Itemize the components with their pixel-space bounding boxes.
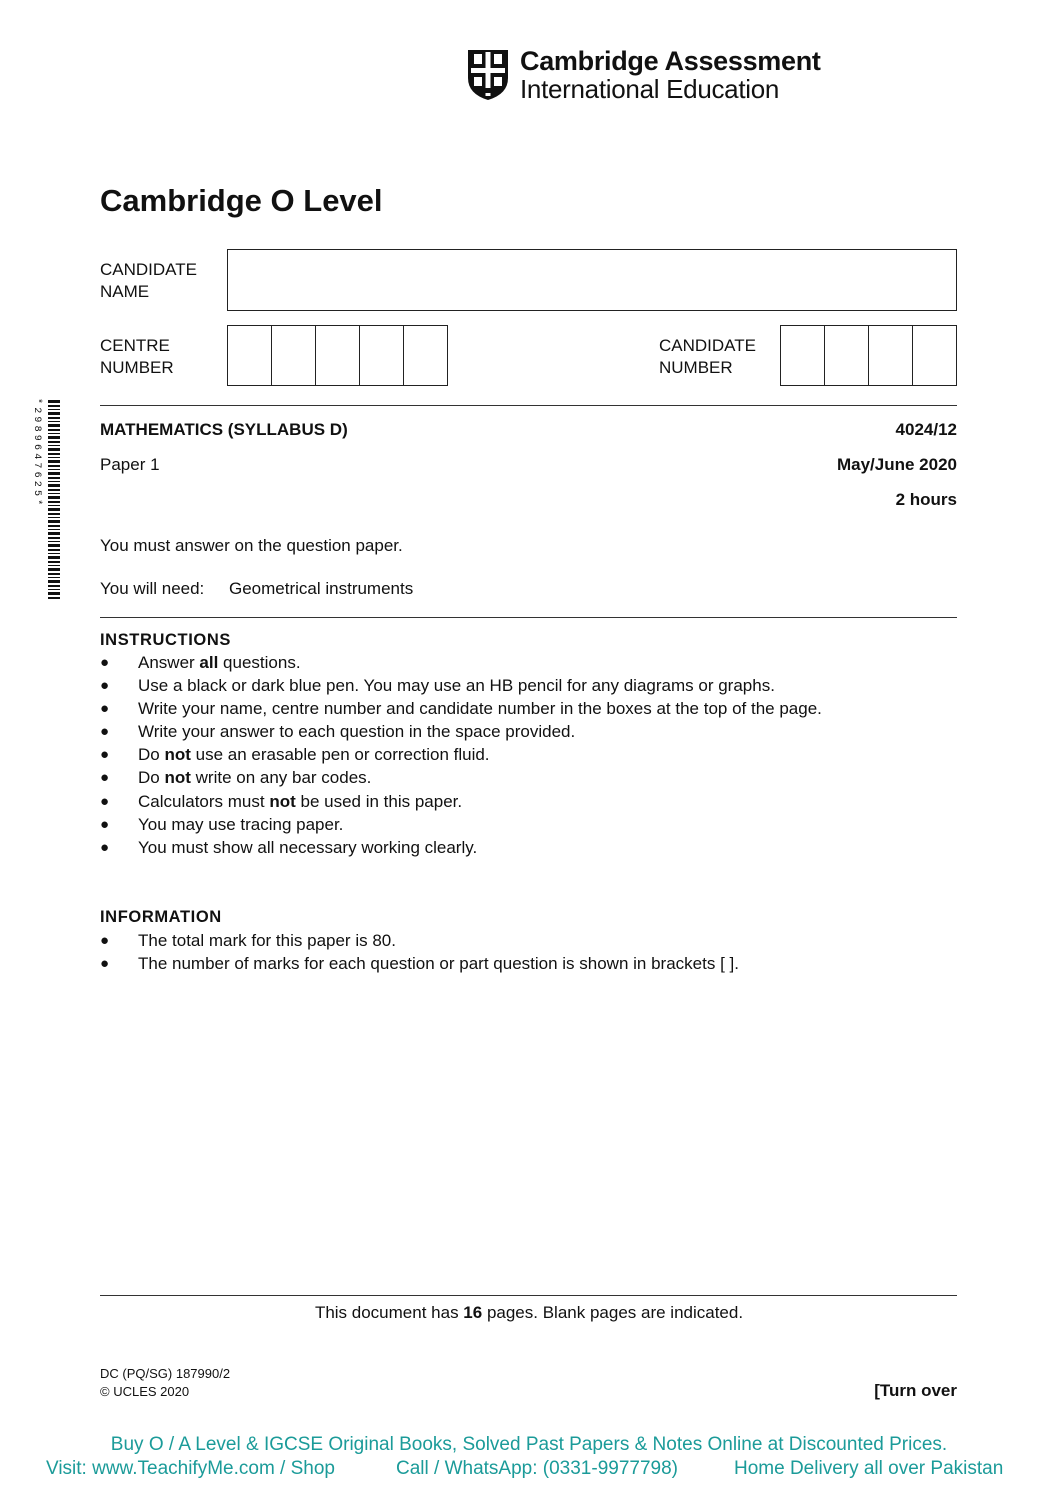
pages-note-count: 16: [463, 1303, 483, 1322]
barcode-bar: [48, 481, 60, 482]
instruction-item: [100, 766, 822, 789]
barcode-bar: [48, 496, 60, 499]
barcode-bar: [48, 561, 60, 563]
candidate-name-label-line2: NAME: [100, 282, 150, 301]
instruction-item-text: Calculators must: [138, 791, 270, 811]
barcode-bar: [48, 585, 60, 587]
exam-duration: 2 hours: [895, 490, 957, 509]
candidate-number-label-line2: NUMBER: [659, 358, 733, 377]
barcode-bar: [48, 448, 60, 451]
barcode-bar: [48, 573, 60, 575]
centre-number-boxes: [227, 325, 448, 386]
candidate-number-label-line1: CANDIDATE: [659, 336, 756, 355]
need-label: You will need:: [100, 579, 205, 598]
instruction-item-text: use an erasable pen or correction fluid.: [190, 745, 490, 765]
instruction-item-text: be used in this paper.: [295, 791, 463, 811]
instruction-item: [100, 720, 822, 743]
barcode-bar: [48, 517, 60, 518]
barcode-bar: [48, 436, 60, 439]
information-item: [100, 952, 739, 975]
barcode-bar: [48, 553, 60, 554]
barcode-bar: [48, 400, 60, 403]
barcode-bar: [48, 469, 60, 470]
barcode-bar: [48, 541, 60, 542]
centre-number-label-line2: NUMBER: [100, 358, 174, 377]
ad-delivery: Home Delivery all over Pakistan: [734, 1458, 1004, 1479]
pages-note-post: pages. Blank pages are indicated.: [482, 1303, 744, 1322]
instruction-item-text: questions.: [218, 653, 301, 672]
logo-title-line2: International Education: [520, 74, 780, 104]
candidate-number-digit-box[interactable]: [781, 326, 825, 385]
barcode-bar: [48, 417, 60, 419]
barcode-bar: [48, 441, 60, 443]
copyright: © UCLES 2020: [100, 1384, 190, 1399]
bullet-icon: ●: [100, 654, 110, 671]
pages-note: [0, 1303, 1058, 1323]
barcode-bar: [48, 565, 60, 566]
barcode-bar: [48, 457, 60, 458]
instruction-item-text: Write your answer to each question in the space provided.: [138, 722, 576, 742]
instruction-item: [100, 743, 822, 766]
centre-number-digit-box[interactable]: [316, 326, 360, 385]
bullet-icon: ●: [100, 932, 110, 949]
subject-title: MATHEMATICS (SYLLABUS D): [100, 420, 348, 439]
barcode-bar: [48, 580, 60, 583]
barcode-bar: [48, 409, 60, 410]
barcode-bar: [48, 505, 60, 506]
barcode-bar: [48, 529, 60, 530]
barcode-number: *2989647625*: [31, 398, 42, 509]
barcode-bar: [48, 525, 60, 527]
document-reference: DC (PQ/SG) 187990/2: [100, 1366, 231, 1381]
bullet-icon: ●: [100, 769, 110, 787]
candidate-number-digit-box[interactable]: [913, 326, 956, 385]
barcode-bar: [48, 477, 60, 479]
barcode-bar: [48, 549, 60, 551]
instruction-item-emphasis: not: [164, 745, 191, 765]
instructions-list: [100, 651, 822, 859]
divider-bottom: [100, 1295, 957, 1296]
barcode-bar: [48, 460, 60, 463]
information-list: [100, 929, 739, 975]
need-items: Geometrical instruments: [229, 579, 414, 598]
candidate-number-boxes: [780, 325, 957, 386]
centre-number-digit-box[interactable]: [404, 326, 447, 385]
barcode-bar: [48, 544, 60, 547]
bullet-icon: ●: [100, 746, 110, 764]
answer-note: You must answer on the question paper.: [100, 536, 403, 555]
barcode-bar: [48, 412, 60, 415]
barcode-bar: [48, 424, 60, 427]
instruction-item-text: write on any bar codes.: [190, 768, 372, 788]
centre-number-digit-box[interactable]: [272, 326, 316, 385]
barcode-bar: [48, 537, 60, 539]
cambridge-logo: [466, 46, 821, 104]
barcode-bar: [48, 501, 60, 503]
bullet-icon: ●: [100, 815, 110, 833]
bullet-icon: ●: [100, 723, 110, 741]
barcode-bar: [48, 429, 60, 431]
barcode-bar: [48, 453, 60, 455]
instruction-item: [100, 790, 822, 813]
barcode-bar: [48, 421, 60, 422]
instruction-item: [100, 813, 822, 836]
barcode-bar: [48, 520, 60, 523]
instruction-item-text: Answer: [138, 653, 200, 672]
ad-visit: Visit: www.TeachifyMe.com / Shop: [46, 1458, 335, 1479]
barcode-bar: [48, 597, 60, 599]
barcode-bar: [48, 433, 60, 434]
instruction-item-emphasis: all: [199, 653, 219, 672]
barcode-bar: [48, 489, 60, 491]
instructions-heading: INSTRUCTIONS: [100, 631, 231, 649]
barcode-bar: [48, 508, 60, 511]
instruction-item-text: Write your name, centre number and candidate number in the boxes at the top of the page.: [138, 699, 822, 719]
information-item: [100, 929, 739, 952]
centre-number-digit-box[interactable]: [360, 326, 404, 385]
exam-title: Cambridge O Level: [100, 183, 383, 218]
information-heading: INFORMATION: [100, 908, 222, 926]
barcode-bar: [48, 465, 60, 467]
instruction-item: [100, 651, 822, 674]
instruction-item: [100, 674, 822, 697]
instruction-item-text: You may use tracing paper.: [138, 814, 344, 834]
instruction-item-emphasis: not: [269, 791, 296, 811]
paper-number: Paper 1: [100, 455, 160, 474]
candidate-name-label: [100, 259, 197, 303]
candidate-name-label-line1: CANDIDATE: [100, 260, 197, 279]
instruction-item-text: Use a black or dark blue pen. You may use an HB pencil for any diagrams or graphs.: [138, 676, 775, 696]
bullet-icon: ●: [100, 955, 110, 973]
barcode-bar: [48, 472, 60, 475]
divider-top: [100, 405, 957, 406]
instruction-item-text: You must show all necessary working clearly.: [138, 837, 478, 857]
bullet-icon: ●: [100, 792, 110, 810]
barcode-bar: [48, 445, 60, 446]
bullet-icon: ●: [100, 677, 110, 695]
instruction-item-text: Do: [138, 745, 165, 765]
information-item-text: The number of marks for each question or part question is shown in brackets [ ].: [138, 954, 739, 974]
barcode-bar: [48, 493, 60, 494]
instruction-item-emphasis: not: [164, 768, 191, 788]
instruction-item: [100, 836, 822, 859]
barcode-bar: [48, 589, 60, 590]
barcode-bar: [48, 568, 60, 571]
divider-middle: [100, 617, 957, 618]
instruction-item-text: Do: [138, 768, 165, 788]
ad-call: Call / WhatsApp: (0331-9977798): [396, 1458, 678, 1479]
candidate-name-field[interactable]: [227, 249, 957, 311]
bullet-icon: ●: [100, 838, 110, 856]
barcode-bar: [48, 592, 60, 595]
exam-session: May/June 2020: [836, 455, 957, 474]
candidate-number-digit-box[interactable]: [825, 326, 869, 385]
bullet-icon: ●: [100, 700, 110, 718]
turn-over: [Turn over: [874, 1381, 957, 1400]
centre-number-label-line1: CENTRE: [100, 336, 170, 355]
paper-code: 4024/12: [895, 420, 957, 439]
barcode-bar: [48, 484, 60, 487]
candidate-number-digit-box[interactable]: [869, 326, 913, 385]
barcode-bar: [48, 577, 60, 578]
barcode-bar: [48, 513, 60, 515]
centre-number-digit-box[interactable]: [228, 326, 272, 385]
pages-note-pre: This document has: [314, 1303, 464, 1322]
barcode-bar: [48, 532, 60, 535]
centre-number-label: [100, 335, 174, 379]
cambridge-crest-icon: [466, 48, 510, 102]
information-item-text: The total mark for this paper is 80.: [138, 931, 396, 950]
instruction-item: [100, 697, 822, 720]
candidate-number-label: [659, 335, 756, 379]
barcode-bar: [48, 405, 60, 407]
barcode-bar: [48, 556, 60, 559]
ad-line1: Buy O / A Level & IGCSE Original Books, Solved Past Papers & Notes Online at Discounted Prices.: [110, 1434, 948, 1455]
logo-title-line1: Cambridge Assessment: [520, 46, 821, 76]
